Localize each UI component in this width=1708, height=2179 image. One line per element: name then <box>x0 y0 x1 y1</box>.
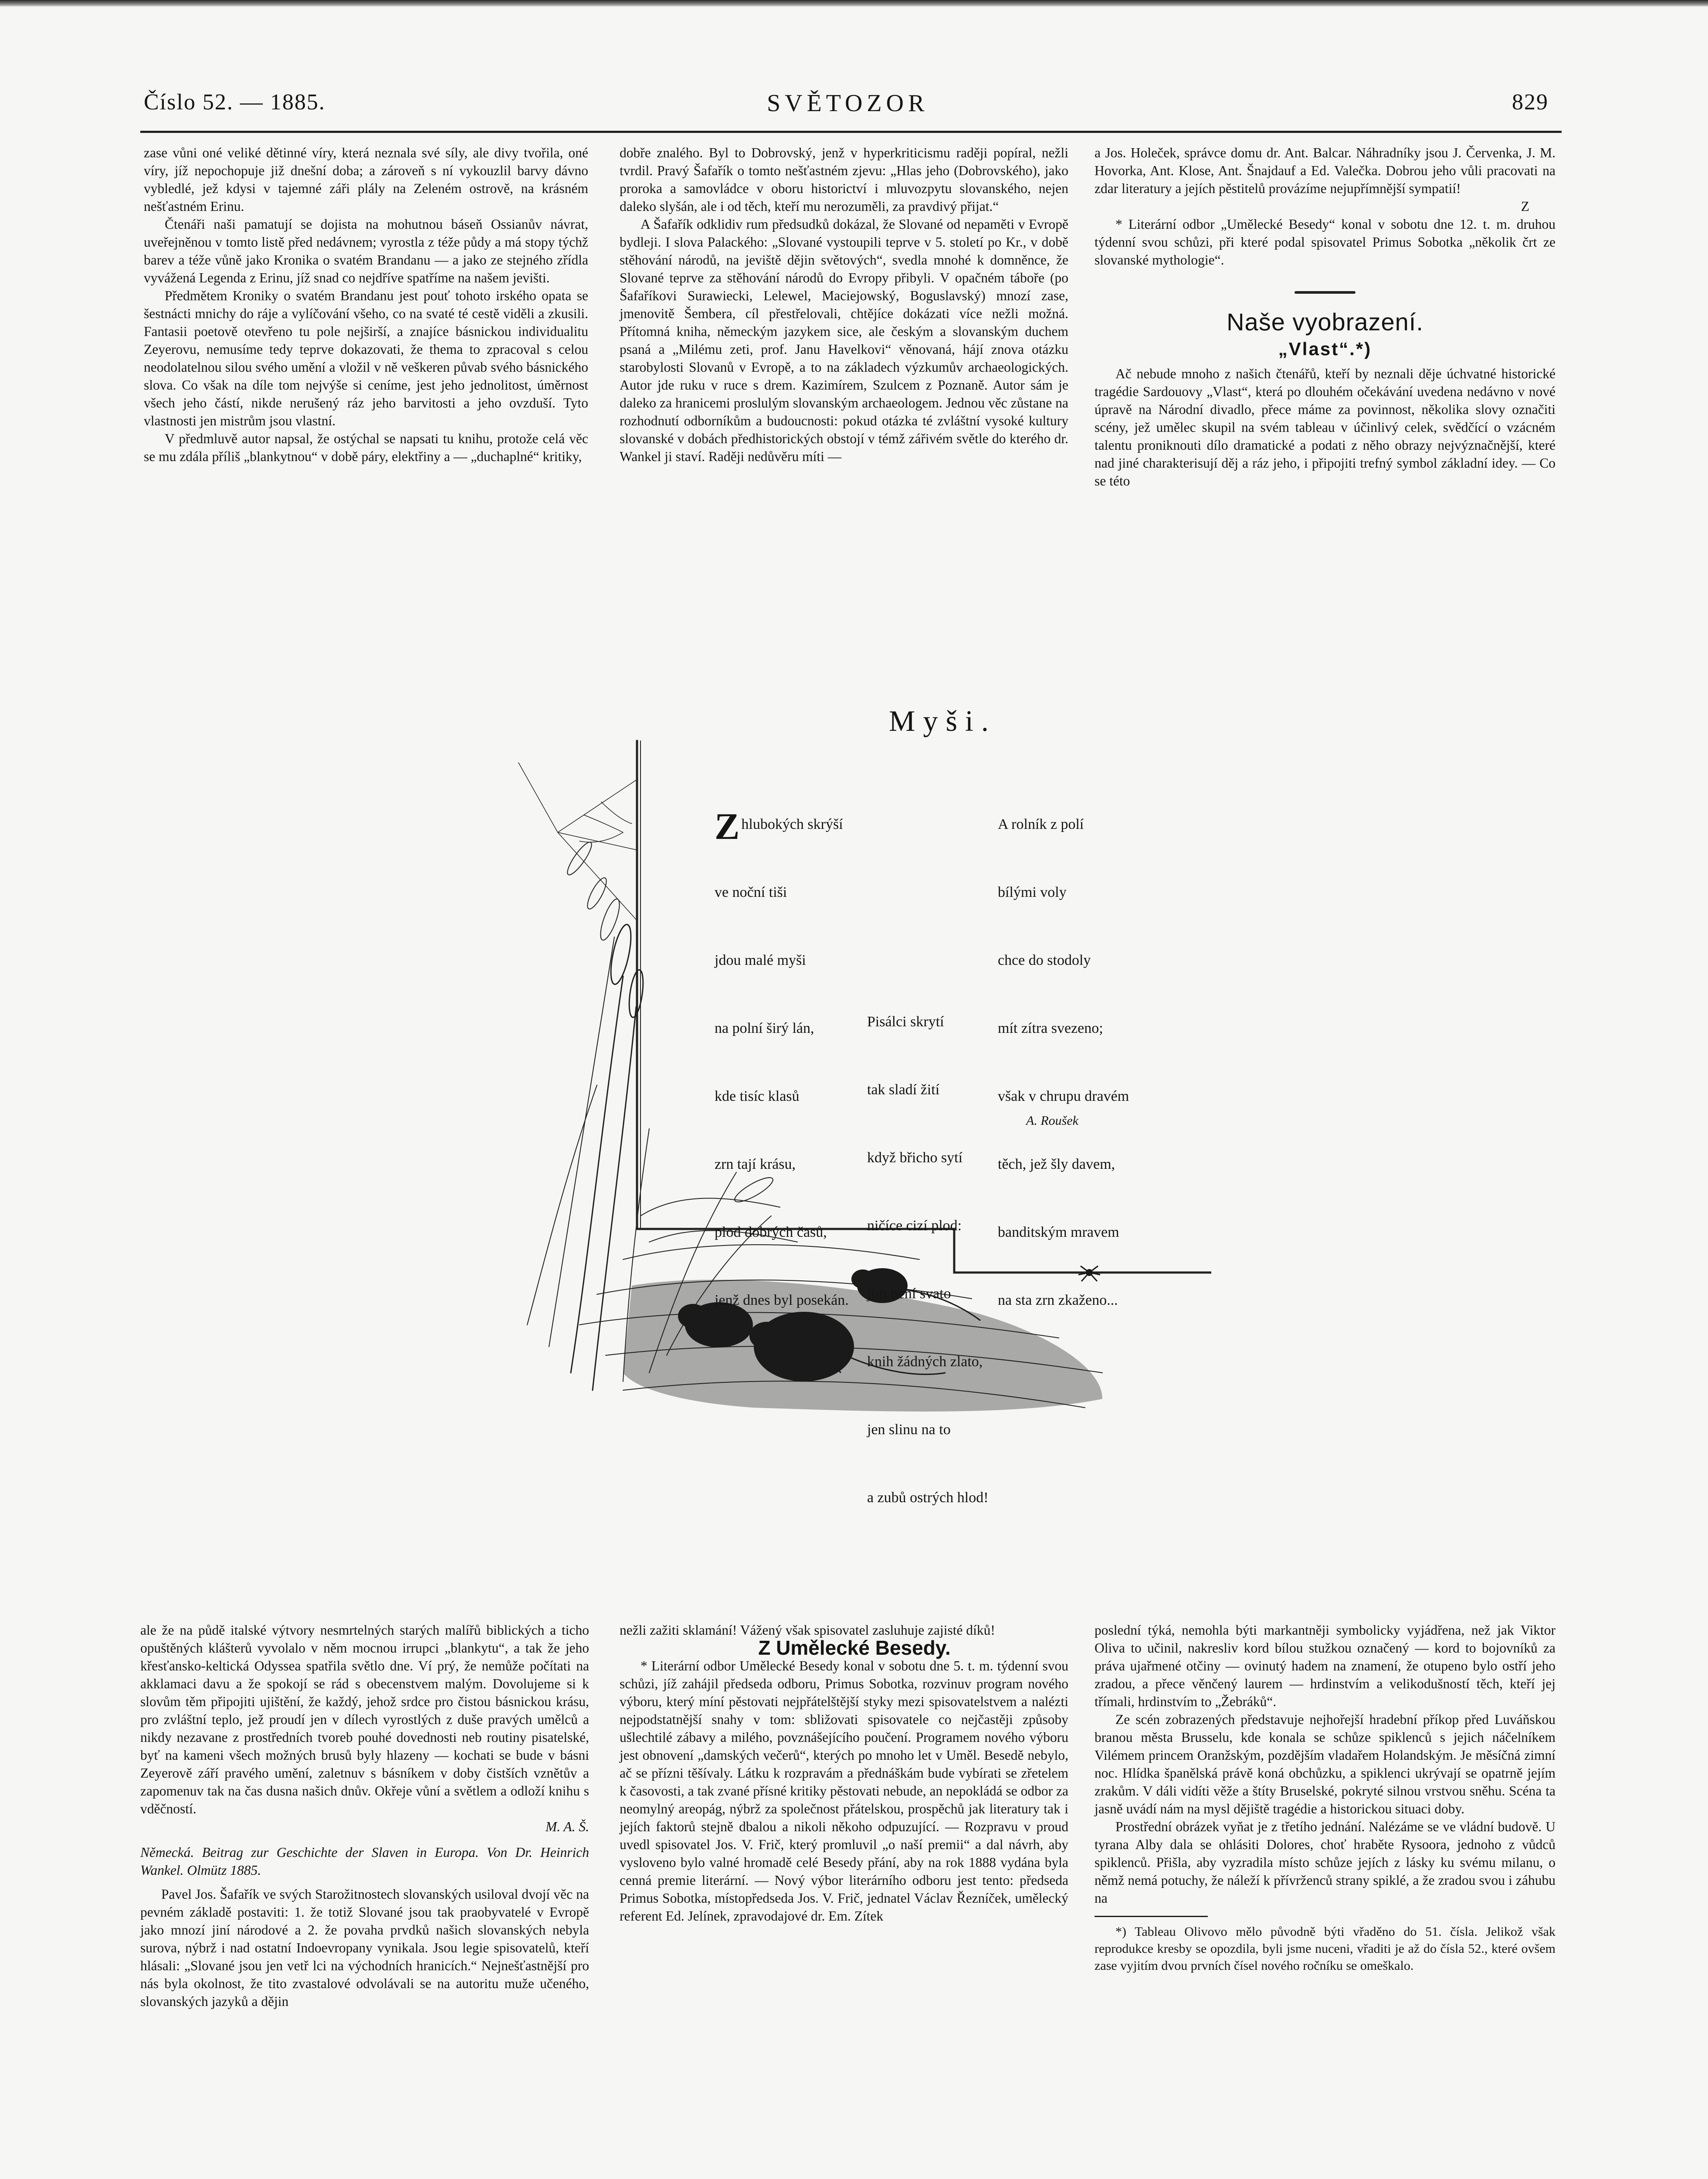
paragraph: poslední týká, nemohla býti markantněji symbolicky vyjádřena, než jak Viktor Oliva to učinil, nakresliv kord bílou stužkou označený — kord to bojovníků za práva ujařmené otčiny — ovinutý hadem na znamení, že otupeno bylo ostří jeho zradou, a přece věnčený laurem — hrdinstvím a velikodušností těch, kteří jej třímali, hrdinstvím to „Žebráků“. <box>1095 1622 1556 1709</box>
poem-stanza-1 <box>715 768 849 1334</box>
poem-line: jenž dnes byl posekán. <box>715 1292 849 1308</box>
section-subheading: „Vlast“.*) <box>1278 339 1372 359</box>
poem-line: zrn tají krásu, <box>715 1156 796 1172</box>
section-ornament <box>1095 280 1556 298</box>
poem-line: knih žádných zlato, <box>867 1354 983 1370</box>
column-1-top <box>144 144 588 465</box>
poem-line: když břicho sytí <box>867 1150 963 1166</box>
column-3-bottom <box>1095 1621 1556 1974</box>
poem-line: a zubů ostrých hlod! <box>867 1490 989 1506</box>
section-heading: Z Umělecké Besedy. <box>758 1636 951 1659</box>
poem-line: ničíce cizí plod: <box>867 1218 962 1234</box>
paragraph: Pavel Jos. Šafařík ve svých Starožitnostech slovanských usiloval dvojí věc na pevném základě postaviti: 1. že totiž Slované jsou tak praobyvatelé v Evropě jako mnozí jiní národové a 2. že povaha prvdků našich slovanských nebyla surova, nýbrž i nad ostatní Indoevropany vynikala. Jsou legie spisovatelů, kteří hlásali: „Slované jsou jen vetř lci na východních hranicích.“ Nejnešťastnější pro nás byla okolnost, že tito zvastalové odvolávali se na autoritu muže učeného, slovanských jazyků a dějin <box>140 1887 589 2009</box>
paragraph: Čtenáři naši pamatují se dojista na mohutnou báseň Ossianův návrat, uveřejněnou v tomto listě před nedávnem; vyrostla z téže půdy a má stopy týchž barev a téže vůně jako Kronika o svatém Brandanu — a jako ze stejného zřídla vyvážená Legenda z Erinu, jíž snad co nejdříve spatříme na našem jevišti. <box>144 217 588 285</box>
paragraph: Prostřední obrázek vyňat je z třetího jednání. Nalézáme se ve vládní budově. U tyrana Alby dala se ohlásiti Dolores, choť hraběte Rysoora, jednoho z vůdců spiklenců. Přišla, aby vyzradila místo schůze jejích z lásky ku svému milanu, o němž nemá potuchy, že náleží k přívrženců strany spiklé, a že zradou svou i záhubu na <box>1095 1819 1556 1906</box>
paragraph: * Literární odbor „Umělecké Besedy“ konal v sobotu dne 12. t. m. druhou týdenní svou schůzi, při které podal spisovatel Primus Sobotka „několik črt ze slovanské mythologie“. <box>1095 217 1556 268</box>
poem-stanza-2 <box>998 768 1129 1334</box>
page-number: 829 <box>1512 90 1549 115</box>
section-heading: Naše vyobrazení. <box>1227 308 1423 336</box>
poem-line: jen slinu na to <box>867 1422 951 1438</box>
paragraph: Předmětem Kroniky o svatém Brandanu jest pouť tohoto irského opata se šestnácti mnichy do ráje a vylíčování všeho, co na svaté té cestě viděli a zkusili. Fantasii poetově otevřeno tu pole nejširší, a znajíce básnickou individualitu Zeyerovu, nemusíme tedy teprve dokazovati, že thema to zpracoval s celou neodolatelnou silou svého umění a vložil v ně veškeren půvab svého básnického slova. Co však na díle tom nejvýše si ceníme, jest jeho jednolitost, úměrnost všech jeho částí, nikde nerušený ráz jeho barvitosti a jeho ovzduší. Tyto vlastnosti jen mistrům jsou vlastní. <box>144 288 588 428</box>
paragraph: nežli zažiti sklamání! Vážený však spisovatel zasluhuje zajisté díků! <box>620 1622 995 1638</box>
paragraph: V předmluvě autor napsal, že ostýchal se napsati tu knihu, protože celá věc se mu zdála příliš „blankytnou“ v době páry, elektřiny a — „duchaplné“ kritiky, <box>144 431 588 464</box>
footnote-rule <box>1095 1916 1208 1917</box>
poem-line: jdou malé myši <box>715 952 806 968</box>
poem-line: těch, jež šly davem, <box>998 1156 1115 1172</box>
poem-line: na sta zrn zkaženo... <box>998 1292 1118 1308</box>
poem-line: na polní širý lán, <box>715 1020 814 1036</box>
footnote: *) Tableau Olivovo mělo původně býti vřaděno do 51. čísla. Jelikož však reprodukce kresby se opozdila, byli jsme nuceni, vřaditi je až do čísla 52., které ovšem zase vyjitím dvou prvních čísel nového ročníku se omeškalo. <box>1095 1924 1556 1973</box>
poem-line: kde tisíc klasů <box>715 1088 800 1104</box>
poem-line: Pisálci skrytí <box>867 1014 944 1030</box>
column-2-bottom <box>620 1621 1068 1925</box>
poem-line: mít zítra svezeno; <box>998 1020 1103 1036</box>
signature: Z <box>1521 199 1529 214</box>
paragraph: * Literární odbor Umělecké Besedy konal v sobotu dne 5. t. m. týdenní svou schůzi, jíž zahájil předseda odboru, Primus Sobotka, rozvinuv program nového výboru, který míní pěstovati nejpřátelštější styky mezi spisovatelstvem a nalézti nejpodstatnější snahy v tom: sbližovati spisovatele co nejčastěji způsoby ušlechtilé zábavy a milého, povznášejícího poučení. Programem nového výboru jest obnovení „damských večerů“, kterých po mnoho let v Uměl. Besedě nebylo, ač se přízni těšívaly. Látku k rozpravám a přednáškám bude vybírati se zřetelem k časovosti, a tak zvané přísné kritiky pěstovati nebude, an nepokládá se odbor za neomylný areopág, nýbrž za společnost přátelskou, prospěchů jak literatury tak i jejích faktorů stejně dbalou a nikoli někoho odpuzující. — Rozpravu v proud uvedl spisovatel Jos. V. Frič, který promluvil „o naší premii“ a dal návrh, aby vysloveno bylo valné hromadě celé Besedy přání, aby na rok 1888 vydána byla cenná premie literární. — Nový výbor literárního odboru jest tento: předseda Primus Sobotka, místopředseda Jos. V. Frič, jednatel Václav Řezníček, umělecký referent Ed. Jelínek, zpravodajové dr. Em. Zítek <box>620 1658 1068 1924</box>
paragraph: Ač nebude mnoho z našich čtenářů, kteří by neznali děje úchvatné historické tragédie Sardouovy „Vlast“, která po dlouhém očekávání uvedena nedávno v nové úpravě na Národní divadlo, přece máme za povinnost, několika slovy označiti scény, jež umělec skupil na svém tableau v účinlivý celek, svědčící o vzácném talentu proniknouti dílo dramatické a podati z něho obrazy nejvýznačnější, které nad jiné charakterisují děj a ráz jeho, i připojiti trefný symbol základní idey. — Co se této <box>1095 366 1556 489</box>
paragraph: zase vůni oné veliké dětinné víry, která neznala své síly, ale divy tvořila, oné víry, jíž nepochopuje již dnešní doba; a zároveň s ní vykouzlil barvy dávno vybledlé, jež kdysi v tajemné záři plály na Zeleném ostrově, na krásném nešťastném Erinu. <box>144 145 588 214</box>
journal-title: SVĚTOZOR <box>767 90 929 117</box>
poem-line: ve noční tiši <box>715 884 787 900</box>
poem-line: jim není svato <box>867 1286 951 1302</box>
poem-title: Myši. <box>889 704 996 737</box>
column-3-top <box>1095 144 1556 490</box>
poem-author: A. Roušek <box>1026 1113 1078 1128</box>
poem-line: bílými voly <box>998 884 1067 900</box>
header-rule <box>140 131 1562 133</box>
paragraph: A Šafařík odklidiv rum předsudků dokázal, že Slované od nepaměti v Evropě bydleji. I slova Palackého: „Slované vystoupili teprve v 5. století po Kr., v době stěhování národů, na jeviště dějin světových“, svedla mnohé k domněnce, že Slované teprve za stěhování národů do Evropy přibyli. V opačném táboře (po Šafaříkovi Surawiecki, Lelewel, Maciejowský, Boguslavský) mnozí zase, jmenovitě Šembera, cíl přestřelovali, chtějíce dokázati více nežli možná. Přítomná kniha, německým jazykem sice, ale českým a slovanským duchem psaná a „Milému zeti, prof. Janu Havelkovi“ věnovaná, hájí znova otázku starobylosti Slovanů v Evropě, a to na základech výzkumův archaeologických. Autor jde ruku v ruce s drem. Kazimírem, Szulcem z Poznaně. Autor sám je daleko za hranicemi proslulým slovanským archaeologem. Jednou věc zůstane na rozhodnutí odborníkům a budoucnosti: pokud otázka té zvláštní vysoké kultury slovanské v dobách předhistorických obstojí v témž zářivém světle do kterého dr. Wankel ji staví. Raději nedůvěru míti — <box>620 217 1068 464</box>
drop-cap: Z <box>715 805 740 847</box>
poem-stanza-3 <box>867 965 989 1532</box>
poem-line: hlubokých skrýší <box>741 816 843 832</box>
poem-line: plod dobrých časů, <box>715 1224 827 1240</box>
column-2-top <box>620 144 1068 465</box>
poem-line: tak sladí žití <box>867 1082 940 1098</box>
poem-line: však v chrupu dravém <box>998 1088 1129 1104</box>
paragraph: ale že na půdě italské výtvory nesmrtelných starých malířů biblických a ticho opuštěných klášterů vyvolalo v něm mocnou irrupci „blankytu“, a tak že jeho křesťansko-keltická Odyssea spatřila světlo dne. Ví prý, že nemůže počítati na akklamaci davu a že spokojí se rád s obecenstvem malým. Dovolujeme si k slovům těm připojiti ujištění, že každý, jehož srdce pro čistou básnickou krásu, pro zvláštní teplo, jež proudí jen v dílech vyrostlých z duše pravých umělců a nikdy nezavane z prostředních tvoreb pouhé dovednosti neb routiny pisatelské, byť na kameni všech možných brusů byly hlazeny — kochati se bude v básni Zeyerově září pravého umění, zaletnuv s básníkem v doby čistších vznětův a zapomenuv tak na čas dusna našich dnův. Okřeje vůní a světlem a odloží knihu s vděčností. <box>140 1622 589 1816</box>
column-1-bottom <box>140 1621 589 2010</box>
scan-edge <box>0 0 1708 7</box>
poem-line: chce do stodoly <box>998 952 1091 968</box>
signature: M. A. Š. <box>545 1819 589 1834</box>
paragraph: dobře znalého. Byl to Dobrovský, jenž v hyperkriticismu raději popíral, nežli tvrdil. Pravý Šafařík o tomto nešťastném zjevu: „Hlas jeho (Dobrovského), jako proroka a samovládce v oboru historictví i mluvozpytu slovanského, nejen daleko slyšán, ale i od těch, kteří mu nerozuměli, za pravdivý přijat.“ <box>620 145 1068 214</box>
issue-number: Číslo 52. — 1885. <box>144 90 325 115</box>
paragraph: Ze scén zobrazených představuje nejhořejší hradební příkop před Luváňskou branou města Brusselu, kde konala se schůze spiklenců s jejich náčelníkem Vilémem princem Oranžským, pozdějším vladařem Holandským. Je měsíčná zimní noc. Hlídka španělská právě koná obchůzku, a spiklenci ukrývají se opatrně jejím zrakům. V dáli vidíti věže a štíty Bruselské, pokryté silnou vrstvou sněhu. Scéna ta jasně uvádí nám na mysl dějiště tragédie a historickou situaci doby. <box>1095 1712 1556 1816</box>
review-title: Německá. Beitrag zur Geschichte der Slaven in Europa. Von Dr. Heinrich Wankel. Olmütz 1885. <box>140 1845 589 1878</box>
poem-line: A rolník z polí <box>998 816 1084 832</box>
paragraph: a Jos. Holeček, správce domu dr. Ant. Balcar. Náhradníky jsou J. Červenka, J. M. Hovorka, Ant. Klose, Ant. Šnajdauf a Ed. Valečka. Dobrou jeho vůli pracovati na zdar literatury a jejích pěstitelů provázíme nejupřímnější sympatií! <box>1095 145 1556 196</box>
poem-line: banditským mravem <box>998 1224 1119 1240</box>
